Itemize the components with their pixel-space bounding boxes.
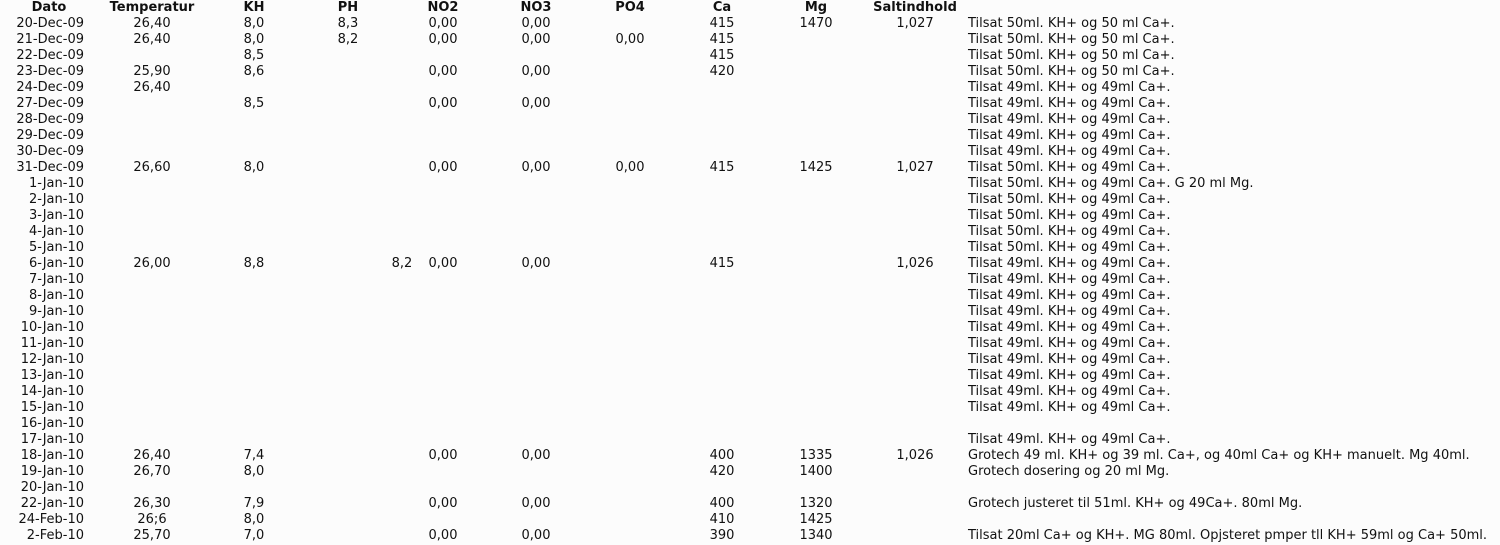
cell-note[interactable]: Tilsat 50ml. KH+ og 50 ml Ca+. (968, 48, 1175, 63)
cell-note[interactable]: Tilsat 50ml. KH+ og 50 ml Ca+. (968, 64, 1175, 79)
cell-note[interactable]: Tilsat 49ml. KH+ og 49ml Ca+. (968, 384, 1171, 399)
table-row (0, 48, 1500, 64)
cell-no2[interactable]: 0,00 (428, 16, 458, 31)
cell-note[interactable]: Tilsat 49ml. KH+ og 49ml Ca+. (968, 96, 1171, 111)
cell-date[interactable]: 31-Dec-09 (16, 160, 84, 175)
header-po4[interactable]: PO4 (615, 0, 645, 15)
cell-date[interactable]: 29-Dec-09 (16, 128, 84, 143)
cell-date[interactable]: 18-Jan-10 (20, 448, 84, 463)
cell-temperature[interactable]: 26,60 (133, 160, 171, 175)
cell-date[interactable]: 21-Dec-09 (16, 32, 84, 47)
cell-temperature[interactable]: 26,40 (133, 16, 171, 31)
cell-ca[interactable]: 415 (709, 32, 735, 47)
cell-salinity[interactable]: 1,027 (896, 16, 934, 31)
cell-ph[interactable]: 8,2 (391, 256, 413, 271)
cell-temperature[interactable]: 26;6 (137, 512, 167, 527)
cell-date[interactable]: 12-Jan-10 (20, 352, 84, 367)
cell-po4[interactable]: 0,00 (615, 32, 645, 47)
table-row (0, 304, 1500, 320)
table-row (0, 64, 1500, 80)
cell-ca[interactable]: 400 (709, 496, 735, 511)
cell-kh[interactable]: 7,0 (243, 528, 265, 543)
header-ca[interactable]: Ca (712, 0, 732, 15)
cell-date[interactable]: 22-Jan-10 (20, 496, 84, 511)
cell-temperature[interactable]: 26,70 (133, 464, 171, 479)
cell-ca[interactable]: 410 (709, 512, 735, 527)
cell-kh[interactable]: 8,0 (243, 512, 265, 527)
table-row (0, 112, 1500, 128)
cell-no3[interactable]: 0,00 (521, 64, 551, 79)
cell-no2[interactable]: 0,00 (428, 96, 458, 111)
cell-note[interactable]: Grotech dosering og 20 ml Mg. (968, 464, 1170, 479)
cell-date[interactable]: 8-Jan-10 (29, 288, 84, 303)
table-row (0, 512, 1500, 528)
cell-kh[interactable]: 8,0 (243, 32, 265, 47)
cell-kh[interactable]: 8,0 (243, 464, 265, 479)
cell-no3[interactable]: 0,00 (521, 256, 551, 271)
cell-temperature[interactable]: 25,90 (133, 64, 171, 79)
cell-note[interactable]: Tilsat 49ml. KH+ og 49ml Ca+. (968, 112, 1171, 127)
cell-note[interactable]: Tilsat 49ml. KH+ og 49ml Ca+. (968, 400, 1171, 415)
cell-date[interactable]: 2-Feb-10 (26, 528, 84, 543)
cell-kh[interactable]: 8,8 (243, 256, 265, 271)
cell-mg[interactable]: 1400 (799, 464, 833, 479)
cell-mg[interactable]: 1470 (799, 16, 833, 31)
cell-note[interactable]: Tilsat 50ml. KH+ og 49ml Ca+. G 20 ml Mg. (968, 176, 1254, 191)
cell-note[interactable]: Tilsat 49ml. KH+ og 49ml Ca+. (968, 352, 1171, 367)
header-no2[interactable]: NO2 (427, 0, 459, 15)
cell-mg[interactable]: 1320 (799, 496, 833, 511)
table-row (0, 416, 1500, 432)
cell-no2[interactable]: 0,00 (428, 256, 458, 271)
table-row (0, 256, 1500, 272)
cell-ca[interactable]: 415 (709, 160, 735, 175)
cell-ca[interactable]: 415 (709, 48, 735, 63)
table-row (0, 480, 1500, 496)
table-row (0, 528, 1500, 544)
cell-note[interactable]: Tilsat 49ml. KH+ og 49ml Ca+. (968, 432, 1171, 447)
cell-date[interactable]: 20-Dec-09 (16, 16, 84, 31)
cell-ca[interactable]: 420 (709, 464, 735, 479)
cell-note[interactable]: Tilsat 49ml. KH+ og 49ml Ca+. (968, 368, 1171, 383)
cell-ca[interactable]: 400 (709, 448, 735, 463)
cell-no2[interactable]: 0,00 (428, 32, 458, 47)
table-row (0, 432, 1500, 448)
cell-note[interactable]: Tilsat 50ml. KH+ og 49ml Ca+. (968, 224, 1171, 239)
cell-mg[interactable]: 1425 (799, 160, 833, 175)
cell-note[interactable]: Tilsat 50ml. KH+ og 50 ml Ca+. (968, 32, 1175, 47)
table-row (0, 384, 1500, 400)
cell-ca[interactable]: 415 (709, 16, 735, 31)
cell-date[interactable]: 3-Jan-10 (29, 208, 84, 223)
cell-temperature[interactable]: 25,70 (133, 528, 171, 543)
cell-date[interactable]: 24-Dec-09 (16, 80, 84, 95)
cell-ca[interactable]: 390 (709, 528, 735, 543)
cell-no3[interactable]: 0,00 (521, 528, 551, 543)
cell-mg[interactable]: 1425 (799, 512, 833, 527)
table-row (0, 464, 1500, 480)
cell-date[interactable]: 13-Jan-10 (20, 368, 84, 383)
cell-kh[interactable]: 7,4 (243, 448, 265, 463)
table-row (0, 16, 1500, 32)
cell-no2[interactable]: 0,00 (428, 528, 458, 543)
cell-date[interactable]: 19-Jan-10 (20, 464, 84, 479)
cell-note[interactable]: Tilsat 49ml. KH+ og 49ml Ca+. (968, 320, 1171, 335)
cell-no3[interactable]: 0,00 (521, 32, 551, 47)
cell-date[interactable]: 14-Jan-10 (20, 384, 84, 399)
header-kh[interactable]: KH (243, 0, 265, 15)
table-row (0, 32, 1500, 48)
table-row (0, 368, 1500, 384)
cell-kh[interactable]: 8,0 (243, 16, 265, 31)
cell-note[interactable]: Tilsat 49ml. KH+ og 49ml Ca+. (968, 288, 1171, 303)
cell-temperature[interactable]: 26,40 (133, 448, 171, 463)
header-no3[interactable]: NO3 (520, 0, 552, 15)
table-row (0, 272, 1500, 288)
header-date[interactable]: Dato (31, 0, 67, 15)
table-row (0, 224, 1500, 240)
cell-po4[interactable]: 0,00 (615, 160, 645, 175)
cell-date[interactable]: 24-Feb-10 (18, 512, 84, 527)
cell-ph[interactable]: 8,3 (337, 16, 359, 31)
table-row (0, 192, 1500, 208)
cell-temperature[interactable]: 26,30 (133, 496, 171, 511)
cell-date[interactable]: 17-Jan-10 (20, 432, 84, 447)
table-row (0, 320, 1500, 336)
header-temperature[interactable]: Temperatur (109, 0, 195, 15)
cell-no3[interactable]: 0,00 (521, 160, 551, 175)
cell-no2[interactable]: 0,00 (428, 448, 458, 463)
cell-note[interactable]: Tilsat 49ml. KH+ og 49ml Ca+. (968, 272, 1171, 287)
table-row (0, 352, 1500, 368)
header-row (0, 0, 1500, 16)
table-row (0, 336, 1500, 352)
table-row (0, 96, 1500, 112)
cell-no2[interactable]: 0,00 (428, 496, 458, 511)
table-row (0, 288, 1500, 304)
cell-ph[interactable]: 8,2 (337, 32, 359, 47)
cell-salinity[interactable]: 1,026 (896, 448, 934, 463)
cell-kh[interactable]: 8,5 (243, 96, 265, 111)
table-row (0, 400, 1500, 416)
cell-note[interactable]: Tilsat 49ml. KH+ og 49ml Ca+. (968, 128, 1171, 143)
cell-note[interactable]: Tilsat 49ml. KH+ og 49ml Ca+. (968, 80, 1171, 95)
cell-date[interactable]: 27-Dec-09 (16, 96, 84, 111)
cell-note[interactable]: Grotech justeret til 51ml. KH+ og 49Ca+. 80ml Mg. (968, 496, 1303, 511)
cell-note[interactable]: Tilsat 20ml Ca+ og KH+. MG 80ml. Opjsteret pmper tll KH+ 59ml og Ca+ 50ml. (968, 528, 1488, 543)
cell-date[interactable]: 6-Jan-10 (29, 256, 84, 271)
cell-date[interactable]: 2-Jan-10 (29, 192, 84, 207)
cell-no3[interactable]: 0,00 (521, 448, 551, 463)
cell-ca[interactable]: 420 (709, 64, 735, 79)
cell-date[interactable]: 7-Jan-10 (29, 272, 84, 287)
cell-kh[interactable]: 7,9 (243, 496, 265, 511)
table-row (0, 128, 1500, 144)
cell-no3[interactable]: 0,00 (521, 96, 551, 111)
cell-temperature[interactable]: 26,40 (133, 80, 171, 95)
cell-date[interactable]: 20-Jan-10 (20, 480, 84, 495)
cell-note[interactable]: Grotech 49 ml. KH+ og 39 ml. Ca+, og 40ml Ca+ og KH+ manuelt. Mg 40ml. (968, 448, 1470, 463)
table-row (0, 496, 1500, 512)
header-ph[interactable]: PH (337, 0, 359, 15)
cell-kh[interactable]: 8,6 (243, 64, 265, 79)
table-row (0, 448, 1500, 464)
cell-note[interactable]: Tilsat 49ml. KH+ og 49ml Ca+. (968, 256, 1171, 271)
cell-note[interactable]: Tilsat 50ml. KH+ og 49ml Ca+. (968, 208, 1171, 223)
cell-no3[interactable]: 0,00 (521, 496, 551, 511)
cell-salinity[interactable]: 1,027 (896, 160, 934, 175)
cell-date[interactable]: 5-Jan-10 (29, 240, 84, 255)
cell-salinity[interactable]: 1,026 (896, 256, 934, 271)
cell-note[interactable]: Tilsat 49ml. KH+ og 49ml Ca+. (968, 144, 1171, 159)
cell-date[interactable]: 15-Jan-10 (20, 400, 84, 415)
cell-no2[interactable]: 0,00 (428, 64, 458, 79)
cell-date[interactable]: 22-Dec-09 (16, 48, 84, 63)
header-mg[interactable]: Mg (804, 0, 828, 15)
cell-date[interactable]: 1-Jan-10 (29, 176, 84, 191)
cell-date[interactable]: 9-Jan-10 (29, 304, 84, 319)
header-salinity[interactable]: Saltindhold (873, 0, 957, 15)
cell-ca[interactable]: 415 (709, 256, 735, 271)
cell-no3[interactable]: 0,00 (521, 16, 551, 31)
cell-note[interactable]: Tilsat 50ml. KH+ og 49ml Ca+. (968, 192, 1171, 207)
cell-date[interactable]: 10-Jan-10 (20, 320, 84, 335)
table-row (0, 240, 1500, 256)
cell-date[interactable]: 30-Dec-09 (16, 144, 84, 159)
cell-kh[interactable]: 8,5 (243, 48, 265, 63)
cell-temperature[interactable]: 26,40 (133, 32, 171, 47)
cell-date[interactable]: 4-Jan-10 (29, 224, 84, 239)
table-row (0, 80, 1500, 96)
cell-date[interactable]: 23-Dec-09 (16, 64, 84, 79)
cell-kh[interactable]: 8,0 (243, 160, 265, 175)
cell-mg[interactable]: 1340 (799, 528, 833, 543)
cell-mg[interactable]: 1335 (799, 448, 833, 463)
table-row (0, 144, 1500, 160)
cell-no2[interactable]: 0,00 (428, 160, 458, 175)
table-row (0, 160, 1500, 176)
cell-temperature[interactable]: 26,00 (133, 256, 171, 271)
cell-date[interactable]: 16-Jan-10 (20, 416, 84, 431)
cell-date[interactable]: 11-Jan-10 (20, 336, 84, 351)
table-row (0, 208, 1500, 224)
cell-note[interactable]: Tilsat 49ml. KH+ og 49ml Ca+. (968, 336, 1171, 351)
table-row (0, 176, 1500, 192)
cell-date[interactable]: 28-Dec-09 (16, 112, 84, 127)
cell-note[interactable]: Tilsat 50ml. KH+ og 49ml Ca+. (968, 160, 1171, 175)
cell-note[interactable]: Tilsat 50ml. KH+ og 50 ml Ca+. (968, 16, 1175, 31)
cell-note[interactable]: Tilsat 49ml. KH+ og 49ml Ca+. (968, 304, 1171, 319)
cell-note[interactable]: Tilsat 50ml. KH+ og 49ml Ca+. (968, 240, 1171, 255)
